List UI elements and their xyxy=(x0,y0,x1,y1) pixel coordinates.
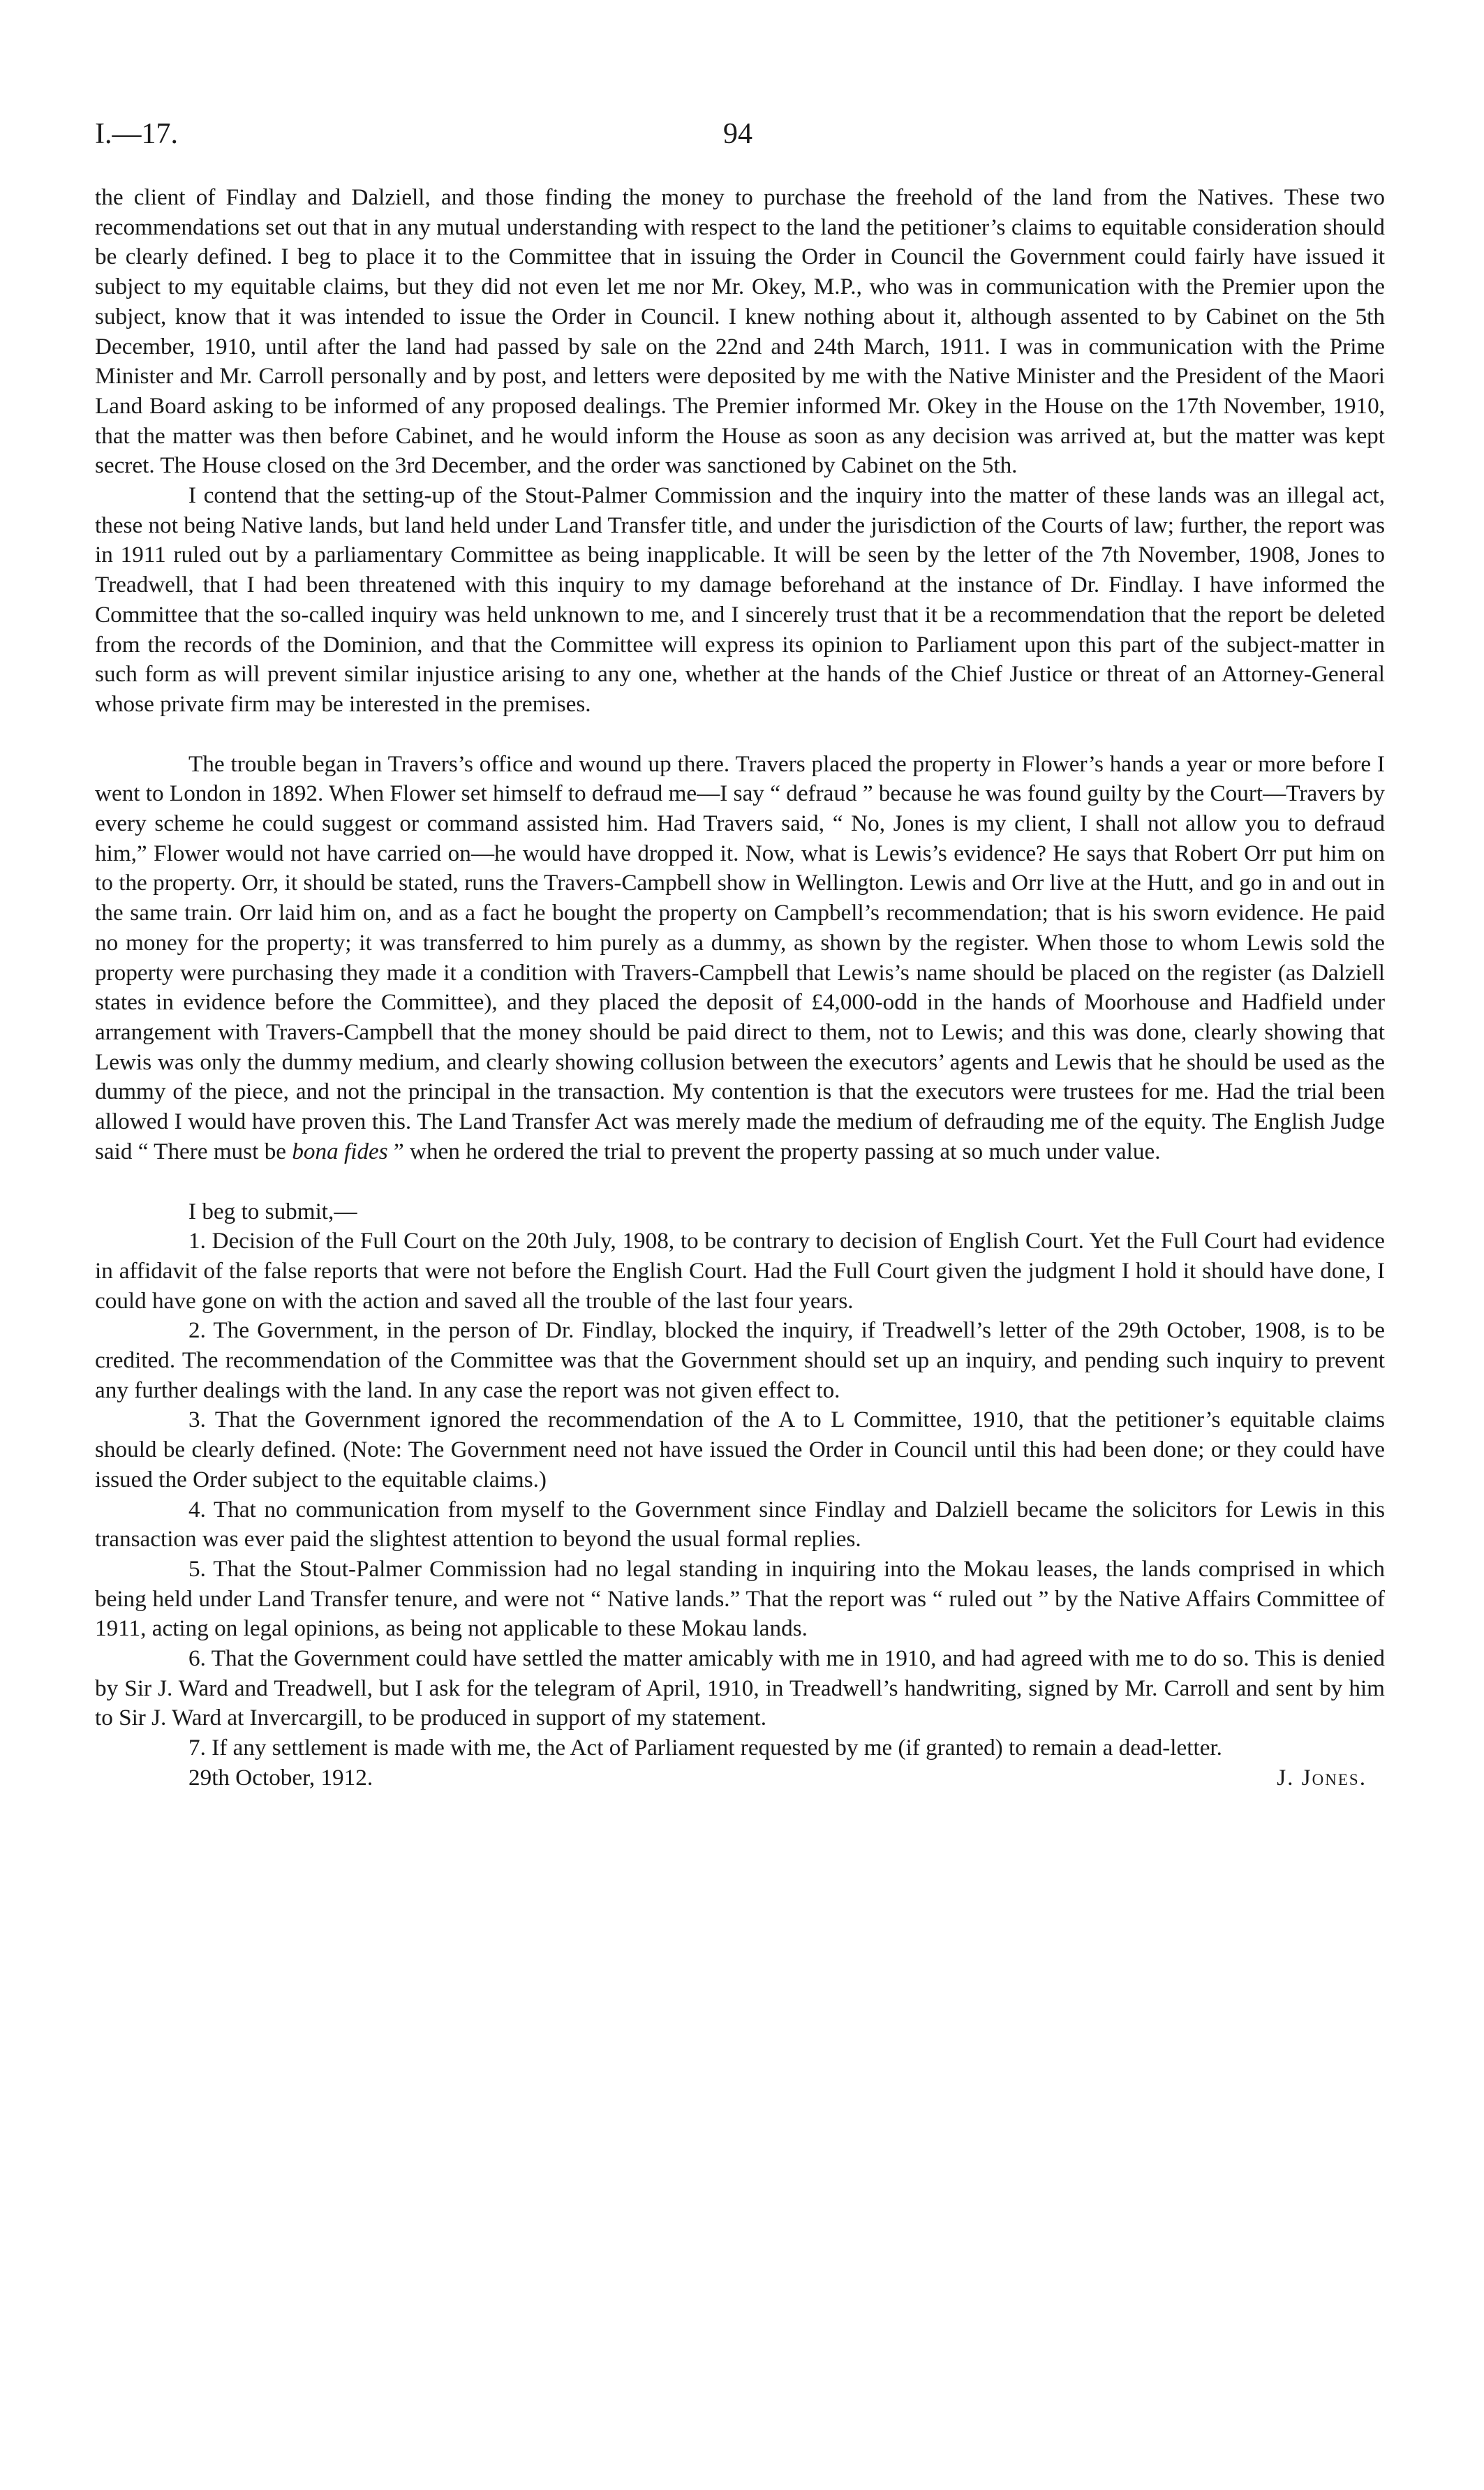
paragraph-spacer xyxy=(95,1167,1385,1197)
signature-date: 29th October, 1912. xyxy=(188,1764,373,1791)
submission-item-5: 5. That the Stout-Palmer Commission had no legal standing in inquiring into the Mokau leases, the lands comprised in which being held under Land Transfer tenure, and were not “ Native lands.” That the report was “ ruled out ” by the Native Affairs Committee of 1911, acting on legal opinions, as being not applicable to these Mokau lands. xyxy=(95,1555,1385,1642)
submission-intro: I beg to submit,— xyxy=(188,1198,357,1224)
running-head xyxy=(95,117,1386,159)
submission-item-3: 3. That the Government ignored the recommendation of the A to L Committee, 1910, that the petitioner’s equitable claims should be clearly defined. (Note: The Government need not have issued the Order in Council until this had been done; or they could have issued the Order subject to the equitable claims.) xyxy=(95,1407,1385,1492)
signature-name: J. Jones. xyxy=(1277,1764,1367,1791)
page-number: 94 xyxy=(723,118,752,150)
submission-item-1: 1. Decision of the Full Court on the 20th July, 1908, to be contrary to decision of English Court. Yet the Full Court had evidence in affidavit of the false reports that were not before the English Court. Had the Full Court given the judgment I hold it should have done, I could have gone on with the action and saved all the trouble of the last four years. xyxy=(95,1228,1385,1314)
paragraph-commission: I contend that the setting-up of the Stout-Palmer Commission and the inquiry into the matter of these lands was an illegal act, these not being Native lands, but land held under Land Transfer title, and under the jurisdiction of the Courts of law; further, the report was in 1911 ruled out by a parliamentary Committee as being inapplicable. It will be seen by the letter of the 7th November, 1908, Jones to Treadwell, that I had been threatened with this inquiry to my damage beforehand at the instance of Dr. Findlay. I have informed the Committee that the so-called inquiry was held unknown to me, and I sincerely trust that it be a recommendation that the report be deleted from the records of the Dominion, and that the Committee will express its opinion to Parliament upon this part of the subject-matter in such form as will prevent similar injustice arising to any one, whether at the hands of the Chief Justice or threat of an Attorney-General whose private firm may be interested in the premises. xyxy=(95,482,1385,717)
document-reference: I.—17. xyxy=(95,118,178,150)
paragraph-trouble-main: The trouble began in Travers’s office and wound up there. Travers placed the property in Flower’s hands a year or more before I went to London in 1892. When Flower set himself to defraud me—I say “ defraud ” because he was found guilty by the Court—Travers by every scheme he could suggest or command assisted him. Had Travers said, “ No, Jones is my client, I shall not allow you to defraud him,” Flower would not have carried on—he would have dropped it. Now, what is Lewis’s evidence? He says that Robert Orr put him on to the property. Orr, it should be stated, runs the Travers-Campbell show in Wellington. Lewis and Orr live at the Hutt, and go in and out in the same train. Orr laid him on, and as a fact he bought the property on Campbell’s recommendation; that is his sworn evidence. He paid no money for the property; it was transferred to him purely as a dummy, as shown by the register. When those to whom Lewis sold the property were purchasing they made it a condition with Travers-Campbell that Lewis’s name should be placed on the register (as Dalziell states in evidence before the Committee), and they placed the deposit of £4,000-odd in the hands of Moorhouse and Hadfield under arrangement with Travers-Campbell that the money should be paid direct to them, not to Lewis; and this was done, clearly showing that Lewis was only the dummy medium, and clearly showing collusion between the executors’ agents and Lewis that he should be used as the dummy of the piece, and not the principal in the transaction. My contention is that the executors were trustees for me. Had the trial been allowed I would have proven this. The Land Transfer Act was merely made the medium of defrauding me of the equity. The English Judge said “ There must be xyxy=(95,750,1385,1164)
paragraph-continued: the client of Findlay and Dalziell, and those finding the money to purchase the freehold of the land from the Natives. These two recommendations set out that in any mutual understanding with respect to the land the petitioner’s claims to equitable consideration should be clearly defined. I beg to place it to the Committee that in issuing the Order in Council the Government could fairly have issued it subject to my equitable claims, but they did not even let me nor Mr. Okey, M.P., who was in communication with the Premier upon the subject, know that it was intended to issue the Order in Council. I knew nothing about it, although assented to by Cabinet on the 5th December, 1910, until after the land had passed by sale on the 22nd and 24th March, 1911. I was in communication with the Prime Minister and Mr. Carroll personally and by post, and letters were deposited by me with the Native Minister and the President of the Maori Land Board asking to be informed of any proposed dealings. The Premier informed Mr. Okey in the House on the 17th November, 1910, that the matter was then before Cabinet, and he would inform the House as soon as any decision was arrived at, but the matter was kept secret. The House closed on the 3rd December, and the order was sanctioned by Cabinet on the 5th. xyxy=(95,184,1385,479)
submission-item-6: 6. That the Government could have settled the matter amicably with me in 1910, and had agreed with me to do so. This is denied by Sir J. Ward and Treadwell, but I ask for the telegram of April, 1910, in Treadwell’s handwriting, signed by Mr. Carroll and sent by him to Sir J. Ward at Invercargill, to be produced in support of my statement. xyxy=(95,1645,1385,1731)
paragraph-trouble-tail: ” when he ordered the trial to prevent the property passing at so much under value. xyxy=(387,1138,1161,1164)
paragraph-spacer xyxy=(95,720,1385,750)
submission-item-4: 4. That no communication from myself to the Government since Findlay and Dalziell became the solicitors for Lewis in this transaction was ever paid the slightest attention to beyond the usual formal replies. xyxy=(95,1496,1385,1552)
paragraph-trouble xyxy=(95,750,1385,1167)
italic-bona-fides: bona fides xyxy=(292,1138,388,1164)
body-text xyxy=(95,183,1385,1793)
submission-item-7: 7. If any settlement is made with me, the Act of Parliament requested by me (if granted) to remain a dead-letter. xyxy=(188,1735,1222,1761)
signature-line xyxy=(95,1763,1385,1793)
submission-item-2: 2. The Government, in the person of Dr. Findlay, blocked the inquiry, if Treadwell’s letter of the 29th October, 1908, is to be credited. The recommendation of the Committee was that the Government should set up an inquiry, and pending such inquiry to prevent any further dealings with the land. In any case the report was not given effect to. xyxy=(95,1317,1385,1403)
